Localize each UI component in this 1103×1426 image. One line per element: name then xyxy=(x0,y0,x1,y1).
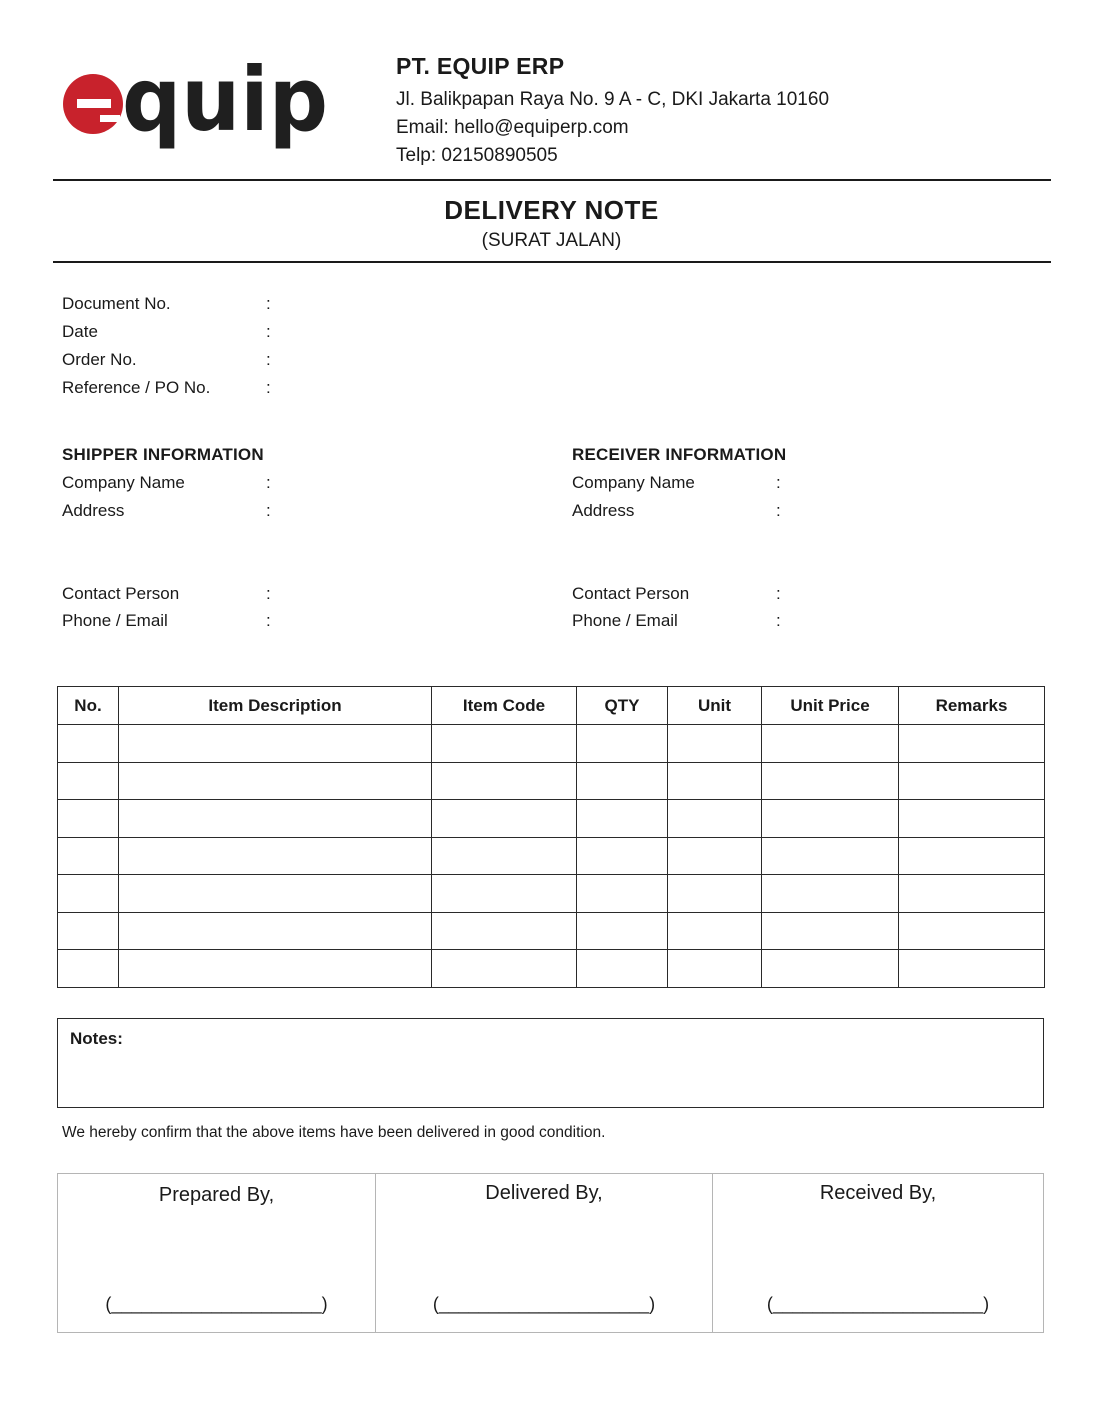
table-cell[interactable] xyxy=(58,837,119,875)
delivered-by-box xyxy=(375,1173,713,1333)
table-cell[interactable] xyxy=(668,725,762,763)
receiver-company-label: Company Name xyxy=(572,473,695,492)
date-colon: : xyxy=(266,322,271,341)
table-cell[interactable] xyxy=(762,725,899,763)
receiver-phone-label: Phone / Email xyxy=(572,611,678,630)
table-cell[interactable] xyxy=(58,912,119,950)
company-email: Email: hello@equiperp.com xyxy=(396,117,629,138)
notes-box[interactable] xyxy=(57,1018,1044,1108)
header-divider-bottom xyxy=(53,261,1051,263)
document-no-colon: : xyxy=(266,294,271,313)
table-cell[interactable] xyxy=(762,800,899,838)
table-row xyxy=(58,912,1045,950)
table-cell[interactable] xyxy=(432,800,577,838)
table-cell[interactable] xyxy=(432,912,577,950)
table-cell[interactable] xyxy=(432,875,577,913)
table-cell[interactable] xyxy=(899,762,1045,800)
items-table-body xyxy=(58,725,1045,988)
company-address: Jl. Balikpapan Raya No. 9 A - C, DKI Jakarta 10160 xyxy=(396,89,830,110)
company-phone: Telp: 02150890505 xyxy=(396,145,558,166)
header-divider-top xyxy=(53,179,1051,181)
items-table xyxy=(57,686,1045,988)
document-subtitle: (SURAT JALAN) xyxy=(481,230,622,251)
table-cell[interactable] xyxy=(119,725,432,763)
table-cell[interactable] xyxy=(119,837,432,875)
table-cell[interactable] xyxy=(119,912,432,950)
table-cell[interactable] xyxy=(119,800,432,838)
table-cell[interactable] xyxy=(432,762,577,800)
receiver-address-label: Address xyxy=(572,501,635,520)
table-cell[interactable] xyxy=(899,875,1045,913)
received-by-label: Received By, xyxy=(819,1182,937,1204)
table-cell[interactable] xyxy=(58,725,119,763)
col-header-remarks: Remarks xyxy=(899,687,1045,725)
shipper-phone-label: Phone / Email xyxy=(62,611,168,630)
table-row xyxy=(58,950,1045,988)
col-header-item-description: Item Description xyxy=(119,687,432,725)
reference-po-colon: : xyxy=(266,378,271,397)
table-cell[interactable] xyxy=(58,762,119,800)
table-cell[interactable] xyxy=(58,800,119,838)
col-header-qty: QTY xyxy=(577,687,668,725)
reference-po-label: Reference / PO No. xyxy=(62,378,211,397)
company-info xyxy=(396,52,829,170)
table-cell[interactable] xyxy=(668,762,762,800)
prepared-by-box xyxy=(57,1173,376,1333)
table-row xyxy=(58,875,1045,913)
shipper-address-label: Address xyxy=(62,501,125,520)
table-cell[interactable] xyxy=(577,912,668,950)
table-row xyxy=(58,762,1045,800)
order-no-colon: : xyxy=(266,350,271,369)
table-cell[interactable] xyxy=(899,912,1045,950)
col-header-item-code: Item Code xyxy=(432,687,577,725)
delivered-by-label: Delivered By, xyxy=(485,1182,603,1204)
table-cell[interactable] xyxy=(762,950,899,988)
order-no-label: Order No. xyxy=(62,350,137,369)
document-title-block xyxy=(0,194,1103,254)
table-cell[interactable] xyxy=(119,762,432,800)
receiver-heading: RECEIVER INFORMATION xyxy=(572,445,787,464)
table-cell[interactable] xyxy=(58,875,119,913)
table-cell[interactable] xyxy=(762,762,899,800)
table-cell[interactable] xyxy=(668,875,762,913)
table-cell[interactable] xyxy=(119,950,432,988)
prepared-by-label: Prepared By, xyxy=(158,1184,275,1206)
received-by-signature-line: (_____________________) xyxy=(766,1294,990,1314)
table-cell[interactable] xyxy=(119,875,432,913)
table-cell[interactable] xyxy=(432,725,577,763)
date-label: Date xyxy=(62,322,98,341)
table-row xyxy=(58,837,1045,875)
shipper-heading: SHIPPER INFORMATION xyxy=(62,445,264,464)
table-cell[interactable] xyxy=(58,950,119,988)
table-cell[interactable] xyxy=(577,837,668,875)
document-no-label: Document No. xyxy=(62,294,171,313)
logo-wordmark: quip xyxy=(122,48,328,151)
table-cell[interactable] xyxy=(668,912,762,950)
shipper-phone-colon: : xyxy=(266,611,271,630)
table-cell[interactable] xyxy=(577,800,668,838)
table-cell[interactable] xyxy=(668,800,762,838)
shipper-contact-colon: : xyxy=(266,584,271,603)
table-cell[interactable] xyxy=(577,725,668,763)
received-by-box xyxy=(712,1173,1044,1333)
shipper-contact-label: Contact Person xyxy=(62,584,180,603)
table-cell[interactable] xyxy=(432,950,577,988)
prepared-by-signature-line: (_____________________) xyxy=(105,1294,328,1314)
document-title: DELIVERY NOTE xyxy=(444,195,659,225)
table-cell[interactable] xyxy=(577,950,668,988)
table-cell[interactable] xyxy=(432,837,577,875)
shipper-company-colon: : xyxy=(266,473,271,492)
table-cell[interactable] xyxy=(762,875,899,913)
shipper-company-label: Company Name xyxy=(62,473,185,492)
table-cell[interactable] xyxy=(577,875,668,913)
col-header-unit: Unit xyxy=(668,687,762,725)
table-cell[interactable] xyxy=(762,837,899,875)
notes-label: Notes: xyxy=(70,1029,123,1048)
col-header-no: No. xyxy=(58,687,119,725)
table-cell[interactable] xyxy=(762,912,899,950)
table-cell[interactable] xyxy=(899,950,1045,988)
delivery-confirmation-text: We hereby confirm that the above items have been delivered in good condition. xyxy=(62,1124,606,1141)
shipper-address-colon: : xyxy=(266,501,271,520)
equip-logo xyxy=(60,44,330,156)
delivered-by-signature-line: (_____________________) xyxy=(432,1294,656,1314)
table-cell[interactable] xyxy=(899,837,1045,875)
table-cell[interactable] xyxy=(668,950,762,988)
items-table-header-row xyxy=(58,687,1045,725)
table-cell[interactable] xyxy=(899,800,1045,838)
table-cell[interactable] xyxy=(577,762,668,800)
table-row xyxy=(58,725,1045,763)
table-cell[interactable] xyxy=(899,725,1045,763)
receiver-company-colon: : xyxy=(776,473,781,492)
receiver-contact-label: Contact Person xyxy=(572,584,690,603)
table-cell[interactable] xyxy=(668,837,762,875)
receiver-phone-colon: : xyxy=(776,611,781,630)
table-row xyxy=(58,800,1045,838)
col-header-unit-price: Unit Price xyxy=(762,687,899,725)
receiver-contact-colon: : xyxy=(776,584,781,603)
company-name: PT. EQUIP ERP xyxy=(396,53,565,79)
receiver-address-colon: : xyxy=(776,501,781,520)
